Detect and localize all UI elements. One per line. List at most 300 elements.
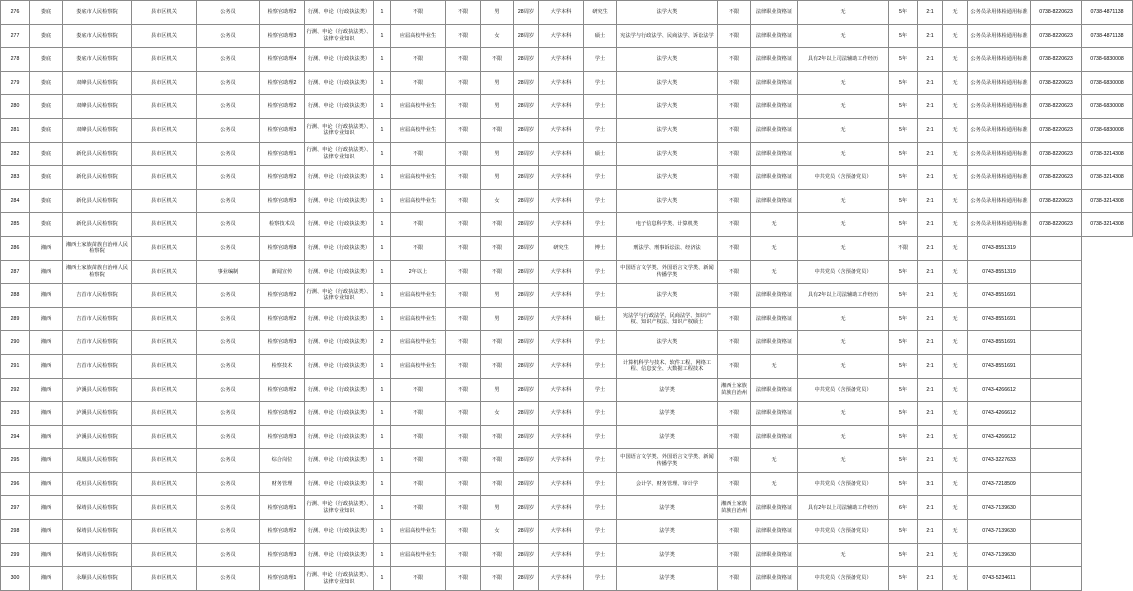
table-cell: 28周岁 — [514, 95, 539, 119]
table-cell: 不限 — [446, 496, 481, 520]
table-cell: 保靖县人民检察院 — [63, 543, 132, 567]
table-cell: 大学本科 — [539, 449, 584, 473]
table-cell: 无 — [943, 307, 968, 331]
table-cell: 女 — [481, 189, 514, 213]
table-cell: 不限 — [481, 260, 514, 284]
table-cell: 1 — [374, 24, 391, 48]
table-cell: 检察官助理3 — [260, 118, 305, 142]
table-cell: 应届高校毕业生 — [391, 307, 446, 331]
table-row — [1, 95, 1133, 119]
table-cell: 不限 — [718, 543, 751, 567]
table-cell: 5年 — [889, 402, 918, 426]
table-cell: 不限 — [446, 378, 481, 402]
table-cell: 电子信息科学类、计算机类 — [617, 213, 718, 237]
table-cell: 无 — [798, 24, 889, 48]
table-row — [1, 284, 1133, 308]
table-cell: 学士 — [584, 48, 617, 72]
table-cell: 无 — [798, 189, 889, 213]
table-cell: 不限 — [718, 331, 751, 355]
table-cell: 不限 — [391, 425, 446, 449]
table-cell: 无 — [943, 260, 968, 284]
table-cell — [1031, 472, 1082, 496]
table-cell: 行测、申论（行政执法类） — [305, 166, 374, 190]
table-cell — [1031, 307, 1082, 331]
table-cell: 不限 — [391, 496, 446, 520]
table-cell: 2:1 — [918, 213, 943, 237]
table-cell: 28周岁 — [514, 402, 539, 426]
table-cell: 1 — [374, 496, 391, 520]
table-cell: 法律职业资格证 — [751, 71, 798, 95]
table-cell: 0738-8220623 — [1031, 142, 1082, 166]
table-cell: 法学类 — [617, 402, 718, 426]
table-cell: 28周岁 — [514, 236, 539, 260]
table-cell: 2:1 — [918, 95, 943, 119]
table-cell: 不限 — [481, 543, 514, 567]
table-cell: 湘西 — [30, 331, 63, 355]
table-cell: 无 — [943, 425, 968, 449]
table-cell: 28周岁 — [514, 1, 539, 25]
table-cell: 0738-3214308 — [1082, 213, 1133, 237]
table-cell: 不限 — [718, 449, 751, 473]
table-cell: 不限 — [718, 166, 751, 190]
table-cell: 行测、申论（行政执法类）、法律专业知识 — [305, 142, 374, 166]
table-cell: 新化县人民检察院 — [63, 213, 132, 237]
table-cell: 行测、申论（行政执法类）、法律专业知识 — [305, 24, 374, 48]
table-cell: 5年 — [889, 567, 918, 591]
table-cell: 0738-6830008 — [1082, 71, 1133, 95]
table-cell: 行测、申论（行政执法类） — [305, 449, 374, 473]
table-cell: 不限 — [481, 472, 514, 496]
table-cell: 检察官助理2 — [260, 402, 305, 426]
table-cell: 行测、申论（行政执法类） — [305, 189, 374, 213]
table-cell: 公务员 — [197, 284, 260, 308]
table-cell: 5年 — [889, 213, 918, 237]
table-cell: 3:1 — [918, 472, 943, 496]
table-cell: 大学本科 — [539, 402, 584, 426]
table-cell: 检察官助理2 — [260, 284, 305, 308]
table-cell: 5年 — [889, 378, 918, 402]
table-cell: 5年 — [889, 189, 918, 213]
table-cell: 不限 — [718, 71, 751, 95]
table-cell: 法律职业资格证 — [751, 1, 798, 25]
table-cell: 1 — [374, 567, 391, 591]
table-cell: 294 — [1, 425, 30, 449]
table-cell: 硕士 — [584, 307, 617, 331]
table-cell: 5年 — [889, 472, 918, 496]
table-cell: 法律职业资格证 — [751, 520, 798, 544]
table-cell: 不限 — [481, 236, 514, 260]
table-cell: 不限 — [718, 48, 751, 72]
table-cell: 不限 — [718, 425, 751, 449]
table-cell: 0743-7139630 — [968, 543, 1031, 567]
table-cell: 应届高校毕业生 — [391, 331, 446, 355]
table-cell: 检察官助理3 — [260, 189, 305, 213]
table-cell: 0743-7139630 — [968, 520, 1031, 544]
table-cell: 男 — [481, 166, 514, 190]
table-cell: 事业编制 — [197, 260, 260, 284]
table-cell: 法律职业资格证 — [751, 496, 798, 520]
table-cell: 无 — [798, 236, 889, 260]
table-cell: 法学大类 — [617, 1, 718, 25]
table-cell: 检察官助理3 — [260, 331, 305, 355]
table-cell: 不限 — [718, 260, 751, 284]
table-cell: 276 — [1, 1, 30, 25]
table-cell: 泸溪县人民检察院 — [63, 425, 132, 449]
table-cell: 检察官助理2 — [260, 1, 305, 25]
table-cell: 检察官助理2 — [260, 378, 305, 402]
table-cell: 法律职业资格证 — [751, 425, 798, 449]
table-cell: 公务员 — [197, 166, 260, 190]
table-cell: 公务员 — [197, 354, 260, 378]
table-cell: 保靖县人民检察院 — [63, 520, 132, 544]
table-cell: 2:1 — [918, 567, 943, 591]
table-cell: 公务员录用体检通用标准 — [968, 166, 1031, 190]
table-cell: 湘西 — [30, 378, 63, 402]
table-cell: 无 — [798, 307, 889, 331]
table-cell: 无 — [943, 189, 968, 213]
table-cell: 不限 — [446, 236, 481, 260]
table-cell: 学士 — [584, 378, 617, 402]
table-cell: 无 — [798, 449, 889, 473]
table-cell: 0738-4871138 — [1082, 24, 1133, 48]
table-cell: 县市区机关 — [132, 307, 197, 331]
table-cell: 2:1 — [918, 142, 943, 166]
table-cell: 不限 — [718, 567, 751, 591]
table-cell: 0738-8220623 — [1031, 95, 1082, 119]
table-cell: 28周岁 — [514, 260, 539, 284]
table-cell: 吉首市人民检察院 — [63, 307, 132, 331]
table-row — [1, 1, 1133, 25]
table-cell: 男 — [481, 307, 514, 331]
table-cell: 0743-4266612 — [968, 378, 1031, 402]
table-cell: 0738-6830008 — [1082, 118, 1133, 142]
table-cell: 28周岁 — [514, 71, 539, 95]
table-cell: 不限 — [718, 142, 751, 166]
table-cell — [1031, 425, 1082, 449]
table-cell: 无 — [943, 118, 968, 142]
table-row — [1, 260, 1133, 284]
table-cell: 行测、申论（行政执法类）、法律专业知识 — [305, 284, 374, 308]
table-cell: 284 — [1, 189, 30, 213]
table-cell: 法律职业资格证 — [751, 331, 798, 355]
table-cell: 公务员 — [197, 496, 260, 520]
table-cell: 公务员录用体检通用标准 — [968, 142, 1031, 166]
table-cell: 0738-6830008 — [1082, 48, 1133, 72]
table-cell: 290 — [1, 331, 30, 355]
table-cell: 28周岁 — [514, 520, 539, 544]
table-cell: 大学本科 — [539, 354, 584, 378]
table-cell: 大学本科 — [539, 48, 584, 72]
table-cell: 大学本科 — [539, 378, 584, 402]
table-cell: 2:1 — [918, 48, 943, 72]
table-cell: 不限 — [481, 213, 514, 237]
table-cell: 检察官助理2 — [260, 307, 305, 331]
table-cell: 公务员录用体检通用标准 — [968, 24, 1031, 48]
table-row — [1, 543, 1133, 567]
table-cell: 2 — [374, 331, 391, 355]
table-cell: 无 — [798, 71, 889, 95]
table-cell: 公务员 — [197, 543, 260, 567]
table-cell: 5年 — [889, 425, 918, 449]
table-cell: 2:1 — [918, 189, 943, 213]
table-cell: 行测、申论（行政执法类） — [305, 520, 374, 544]
table-cell: 不限 — [446, 24, 481, 48]
table-cell: 县市区机关 — [132, 520, 197, 544]
table-cell: 泸溪县人民检察院 — [63, 378, 132, 402]
table-cell: 县市区机关 — [132, 48, 197, 72]
table-cell: 湘西 — [30, 496, 63, 520]
table-cell: 28周岁 — [514, 449, 539, 473]
table-cell: 1 — [374, 284, 391, 308]
table-cell: 双峰县人民检察院 — [63, 95, 132, 119]
table-row — [1, 425, 1133, 449]
table-cell: 行测、申论（行政执法类） — [305, 354, 374, 378]
table-cell: 0743-8551691 — [968, 354, 1031, 378]
table-cell: 大学本科 — [539, 520, 584, 544]
table-cell: 不限 — [718, 189, 751, 213]
table-cell: 县市区机关 — [132, 284, 197, 308]
table-cell: 娄底 — [30, 48, 63, 72]
table-cell: 法学大类 — [617, 331, 718, 355]
table-cell: 公务员 — [197, 142, 260, 166]
table-cell: 大学本科 — [539, 71, 584, 95]
table-cell: 检察官助理4 — [260, 48, 305, 72]
table-cell: 检察官助理8 — [260, 236, 305, 260]
table-cell: 应届高校毕业生 — [391, 543, 446, 567]
table-cell: 研究生 — [539, 236, 584, 260]
table-cell: 应届高校毕业生 — [391, 95, 446, 119]
table-cell: 县市区机关 — [132, 95, 197, 119]
table-cell: 县市区机关 — [132, 449, 197, 473]
table-cell: 5年 — [889, 449, 918, 473]
table-cell: 行测、申论（行政执法类） — [305, 236, 374, 260]
table-cell — [1031, 520, 1082, 544]
table-cell: 不限 — [446, 166, 481, 190]
table-cell: 无 — [943, 496, 968, 520]
table-cell — [1031, 402, 1082, 426]
table-cell: 湘西 — [30, 543, 63, 567]
table-cell: 不限 — [718, 118, 751, 142]
table-row — [1, 118, 1133, 142]
table-cell: 0743-8551691 — [968, 284, 1031, 308]
table-cell: 行测、申论（行政执法类） — [305, 1, 374, 25]
table-cell: 无 — [943, 48, 968, 72]
table-cell: 不限 — [446, 71, 481, 95]
table-cell: 1 — [374, 118, 391, 142]
table-cell: 不限 — [446, 1, 481, 25]
table-cell: 公务员 — [197, 236, 260, 260]
table-cell: 学士 — [584, 213, 617, 237]
table-cell: 5年 — [889, 354, 918, 378]
table-cell: 县市区机关 — [132, 260, 197, 284]
table-cell: 不限 — [718, 1, 751, 25]
table-cell: 公务员录用体检通用标准 — [968, 95, 1031, 119]
table-cell: 行测、申论（行政执法类） — [305, 378, 374, 402]
table-cell: 公务员 — [197, 520, 260, 544]
table-cell: 县市区机关 — [132, 189, 197, 213]
table-cell: 2:1 — [918, 284, 943, 308]
table-cell: 男 — [481, 284, 514, 308]
table-cell: 不限 — [391, 472, 446, 496]
table-cell: 法律职业资格证 — [751, 402, 798, 426]
table-cell: 娄底市人民检察院 — [63, 1, 132, 25]
table-cell: 女 — [481, 24, 514, 48]
table-cell: 2:1 — [918, 402, 943, 426]
table-cell: 应届高校毕业生 — [391, 284, 446, 308]
table-cell: 无 — [751, 354, 798, 378]
table-cell: 检察技术员 — [260, 213, 305, 237]
table-cell: 293 — [1, 402, 30, 426]
table-cell: 公务员 — [197, 449, 260, 473]
table-cell: 5年 — [889, 48, 918, 72]
table-cell: 娄底 — [30, 71, 63, 95]
table-cell: 公务员 — [197, 48, 260, 72]
table-cell — [1031, 378, 1082, 402]
table-cell: 无 — [943, 284, 968, 308]
table-cell: 2:1 — [918, 354, 943, 378]
table-cell: 不限 — [718, 402, 751, 426]
table-cell: 282 — [1, 142, 30, 166]
table-cell: 1 — [374, 95, 391, 119]
table-cell: 法律职业资格证 — [751, 307, 798, 331]
table-cell: 286 — [1, 236, 30, 260]
table-cell: 公务员录用体检通用标准 — [968, 189, 1031, 213]
table-cell: 县市区机关 — [132, 24, 197, 48]
table-cell: 法律职业资格证 — [751, 284, 798, 308]
table-cell: 298 — [1, 520, 30, 544]
table-cell: 不限 — [446, 213, 481, 237]
table-cell: 湘西 — [30, 236, 63, 260]
table-cell: 无 — [943, 331, 968, 355]
table-cell: 湘西土家族苗族自治州 — [718, 496, 751, 520]
table-cell: 娄底 — [30, 118, 63, 142]
table-cell: 公务员 — [197, 95, 260, 119]
table-cell: 中共党员（含预备党员） — [798, 520, 889, 544]
table-cell: 公务员 — [197, 307, 260, 331]
table-cell: 不限 — [481, 354, 514, 378]
table-cell: 应届高校毕业生 — [391, 354, 446, 378]
table-cell: 学士 — [584, 425, 617, 449]
table-cell: 综合岗位 — [260, 449, 305, 473]
table-cell: 不限 — [718, 307, 751, 331]
table-cell: 法学大类 — [617, 284, 718, 308]
table-cell: 0743-7218509 — [968, 472, 1031, 496]
table-cell: 检察官助理2 — [260, 71, 305, 95]
table-cell: 永顺县人民检察院 — [63, 567, 132, 591]
table-cell: 不限 — [446, 354, 481, 378]
table-cell: 县市区机关 — [132, 142, 197, 166]
table-cell: 不限 — [718, 95, 751, 119]
table-cell: 2:1 — [918, 166, 943, 190]
table-cell: 公务员 — [197, 472, 260, 496]
table-cell: 283 — [1, 166, 30, 190]
table-cell: 公务员 — [197, 425, 260, 449]
table-cell: 28周岁 — [514, 354, 539, 378]
table-cell: 新化县人民检察院 — [63, 189, 132, 213]
table-cell: 会计学、财务管理、审计学 — [617, 472, 718, 496]
table-row — [1, 378, 1133, 402]
table-cell: 不限 — [481, 118, 514, 142]
table-cell: 检察官助理1 — [260, 142, 305, 166]
table-cell: 公务员 — [197, 189, 260, 213]
table-cell: 1 — [374, 354, 391, 378]
table-cell: 28周岁 — [514, 166, 539, 190]
table-cell: 0743-8551691 — [968, 307, 1031, 331]
table-cell: 不限 — [446, 284, 481, 308]
table-cell: 法律职业资格证 — [751, 142, 798, 166]
table-cell: 县市区机关 — [132, 567, 197, 591]
table-cell: 5年 — [889, 95, 918, 119]
table-cell: 法学类 — [617, 520, 718, 544]
table-cell: 学士 — [584, 496, 617, 520]
table-cell: 大学本科 — [539, 260, 584, 284]
table-cell: 行测、申论（行政执法类） — [305, 71, 374, 95]
table-cell: 硕士 — [584, 24, 617, 48]
table-cell: 县市区机关 — [132, 71, 197, 95]
table-cell: 0743-8551691 — [968, 331, 1031, 355]
table-cell: 无 — [943, 95, 968, 119]
table-cell: 0738-8220623 — [1031, 118, 1082, 142]
table-cell: 男 — [481, 496, 514, 520]
table-cell: 5年 — [889, 118, 918, 142]
table-cell: 法律职业资格证 — [751, 543, 798, 567]
table-cell: 中共党员（含预备党员） — [798, 567, 889, 591]
table-cell: 无 — [943, 472, 968, 496]
table-cell: 女 — [481, 402, 514, 426]
table-cell: 0738-3214308 — [1082, 142, 1133, 166]
table-cell: 湘西 — [30, 472, 63, 496]
table-cell: 2:1 — [918, 425, 943, 449]
table-cell — [1031, 567, 1082, 591]
table-cell: 学士 — [584, 331, 617, 355]
table-cell: 法学类 — [617, 378, 718, 402]
table-cell: 1 — [374, 543, 391, 567]
table-cell: 县市区机关 — [132, 166, 197, 190]
table-cell: 娄底 — [30, 1, 63, 25]
table-cell: 不限 — [391, 1, 446, 25]
table-cell: 不限 — [718, 236, 751, 260]
table-cell: 法学大类 — [617, 166, 718, 190]
table-cell: 县市区机关 — [132, 118, 197, 142]
table-cell: 28周岁 — [514, 331, 539, 355]
table-cell: 不限 — [718, 24, 751, 48]
table-cell: 湘西 — [30, 284, 63, 308]
table-row — [1, 71, 1133, 95]
table-cell: 新化县人民检察院 — [63, 166, 132, 190]
table-cell: 县市区机关 — [132, 1, 197, 25]
table-cell: 县市区机关 — [132, 331, 197, 355]
table-cell: 大学本科 — [539, 24, 584, 48]
table-cell: 28周岁 — [514, 378, 539, 402]
table-row — [1, 189, 1133, 213]
table-cell: 学士 — [584, 118, 617, 142]
table-cell: 不限 — [446, 307, 481, 331]
table-cell: 大学本科 — [539, 543, 584, 567]
table-cell: 学士 — [584, 166, 617, 190]
table-cell: 男 — [481, 378, 514, 402]
table-cell: 不限 — [391, 142, 446, 166]
table-cell: 1 — [374, 307, 391, 331]
table-cell: 无 — [943, 166, 968, 190]
table-cell: 大学本科 — [539, 142, 584, 166]
table-cell: 法律职业资格证 — [751, 166, 798, 190]
table-cell: 不限 — [481, 331, 514, 355]
table-cell: 法律职业资格证 — [751, 24, 798, 48]
table-cell: 0738-8220623 — [1031, 48, 1082, 72]
table-cell: 花垣县人民检察院 — [63, 472, 132, 496]
table-cell: 公务员 — [197, 24, 260, 48]
table-cell: 5年 — [889, 166, 918, 190]
